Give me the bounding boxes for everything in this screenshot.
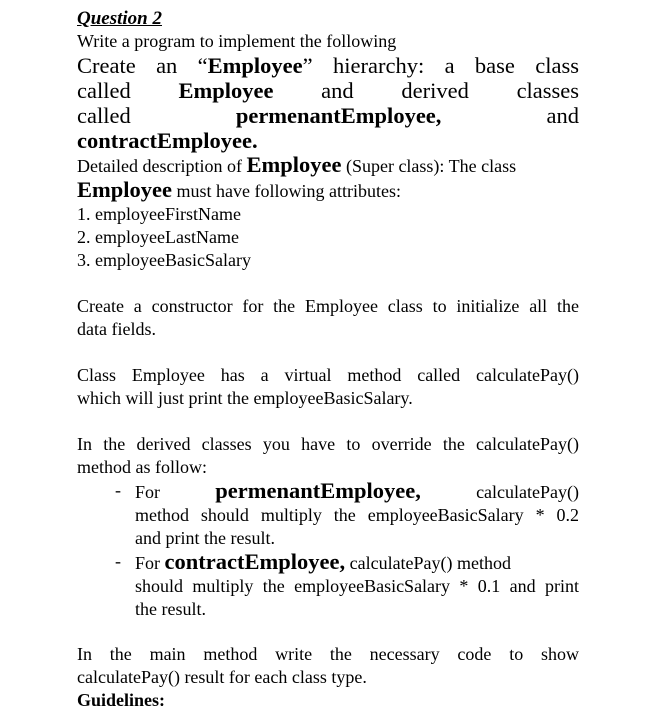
bullet-permanent [77, 479, 579, 550]
detail-line-2 [77, 178, 579, 203]
guidelines-heading: Guidelines: [77, 690, 166, 710]
virtual-line-1: Class Employee has a virtual method called calculatePay() [77, 365, 579, 385]
derived-word: derived [401, 78, 469, 103]
bullet-permanent-line-1 [135, 479, 579, 504]
constructor-line-2: data fields. [77, 319, 156, 339]
contract-employee-term: contractEmployee. [77, 128, 258, 153]
detail-text-b: must have following attributes: [172, 181, 401, 201]
hierarchy-line-1 [77, 53, 579, 78]
intro-text: Write a program to implement the following [77, 31, 397, 51]
attribute-item: 3. employeeBasicSalary [77, 250, 251, 270]
bullet-dash: - [115, 551, 121, 571]
permanent-employee-term: permenantEmployee, [215, 478, 421, 503]
spacer [77, 410, 579, 433]
bullet-contract-line-1 [135, 550, 579, 575]
detail-line-1 [77, 153, 579, 178]
detail-text-c: (Super class): The class [341, 156, 517, 176]
hierarchy-text-c: ” hierarchy: a base class [302, 53, 580, 78]
and-word: and [321, 78, 354, 103]
spacer [77, 621, 579, 643]
override-line-1: In the derived classes you have to override the calculatePay() [77, 434, 579, 454]
virtual-line-2: which will just print the employeeBasicSalary. [77, 388, 413, 408]
constructor-line-1: Create a constructor for the Employee class to initialize all the [77, 296, 579, 316]
hierarchy-line-3 [77, 103, 579, 128]
calculate-pay-text: calculatePay() method [345, 553, 512, 573]
bullet-contract-line-3: the result. [135, 599, 206, 619]
attribute-item: 1. employeeFirstName [77, 204, 241, 224]
called-word: called [77, 103, 131, 128]
employee-term: Employee [178, 78, 274, 103]
and-word: and [546, 103, 580, 128]
detail-text-a: Detailed description of [77, 156, 247, 176]
bullet-contract-line-2: should multiply the employeeBasicSalary * 0.1 and print [135, 576, 579, 596]
contract-employee-term: contractEmployee, [164, 549, 346, 574]
employee-term: Employee [77, 177, 172, 202]
bullet-dash: - [115, 480, 121, 500]
employee-term: Employee [246, 152, 342, 177]
question-document [77, 8, 579, 712]
hierarchy-text-a: Create an “ [77, 53, 208, 78]
employee-term: Employee [207, 53, 303, 78]
override-line-2: method as follow: [77, 457, 207, 477]
calculate-pay-text: calculatePay() [476, 482, 579, 502]
bullet-permanent-line-2: method should multiply the employeeBasicSalary * 0.2 [135, 505, 579, 525]
bullet-permanent-line-3: and print the result. [135, 528, 275, 548]
for-word: For [135, 553, 165, 573]
question-title: Question 2 [77, 8, 162, 29]
called-word: called [77, 78, 131, 103]
spacer [77, 341, 579, 364]
attribute-item: 2. employeeLastName [77, 227, 239, 247]
for-word: For [135, 482, 216, 502]
hierarchy-line-2 [77, 78, 579, 103]
permanent-employee-term: permenantEmployee, [235, 103, 442, 128]
classes-word: classes [516, 78, 580, 103]
main-line-2: calculatePay() result for each class type. [77, 667, 367, 687]
main-line-1: In the main method write the necessary code to show [77, 644, 579, 664]
spacer [77, 272, 579, 295]
bullet-contract [77, 550, 579, 621]
